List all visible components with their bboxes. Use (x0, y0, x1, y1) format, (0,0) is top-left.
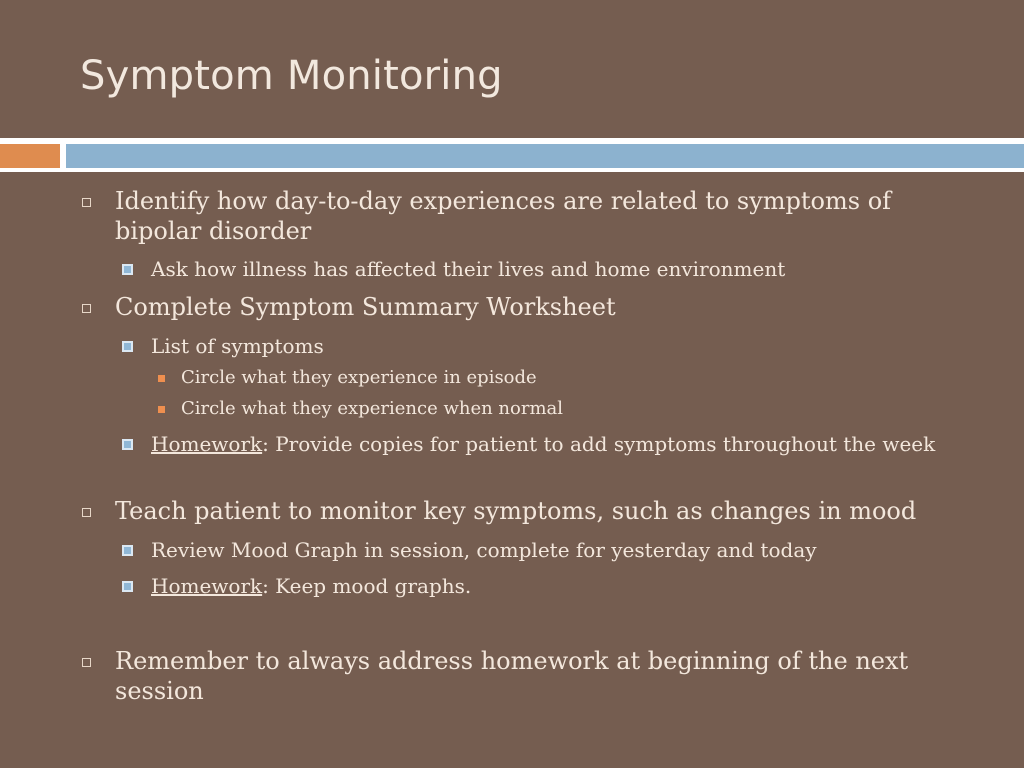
blue-square-bullet-icon (122, 545, 133, 556)
slide-title: Symptom Monitoring (80, 53, 503, 99)
bullet-text: Circle what they experience in episode (181, 367, 537, 388)
bullet-text: Complete Symptom Summary Worksheet (115, 293, 616, 321)
bullet-level1 (82, 292, 982, 322)
bullet-text (151, 430, 972, 458)
homework-label: Homework (151, 574, 263, 598)
bullet-level1 (82, 496, 982, 526)
bullet-level2 (122, 536, 1002, 564)
hollow-square-bullet-icon (82, 304, 91, 313)
bullet-level2 (122, 332, 1002, 360)
homework-label: Homework (151, 432, 263, 456)
bullet-text: Remember to always address homework at beginning of the next session (115, 647, 909, 705)
bullet-text: List of symptoms (151, 334, 324, 358)
hollow-square-bullet-icon (82, 508, 91, 517)
orange-square-bullet-icon (158, 406, 165, 413)
hollow-square-bullet-icon (82, 658, 91, 667)
blue-square-bullet-icon (122, 439, 133, 450)
bullet-level3 (158, 366, 998, 390)
bullet-text: Teach patient to monitor key symptoms, such as changes in mood (115, 497, 917, 525)
bullet-text: Circle what they experience when normal (181, 398, 563, 419)
bullet-level1 (82, 646, 942, 706)
blue-square-bullet-icon (122, 581, 133, 592)
bullet-text: Review Mood Graph in session, complete for yesterday and today (151, 538, 817, 562)
bullet-text (151, 572, 1002, 600)
blue-square-bullet-icon (122, 341, 133, 352)
bullet-text: Ask how illness has affected their lives and home environment (151, 257, 786, 281)
bullet-level1 (82, 186, 932, 246)
orange-square-bullet-icon (158, 375, 165, 382)
bullet-level2 (122, 255, 1002, 283)
bullet-level3 (158, 397, 998, 421)
homework-detail: : Keep mood graphs. (262, 574, 472, 598)
bullet-level2 (122, 430, 972, 458)
bullet-level2 (122, 572, 1002, 600)
bullet-text: Identify how day-to-day experiences are related to symptoms of bipolar disorder (115, 187, 892, 245)
hollow-square-bullet-icon (82, 198, 91, 207)
blue-square-bullet-icon (122, 264, 133, 275)
homework-detail: : Provide copies for patient to add symptoms throughout the week (262, 432, 936, 456)
